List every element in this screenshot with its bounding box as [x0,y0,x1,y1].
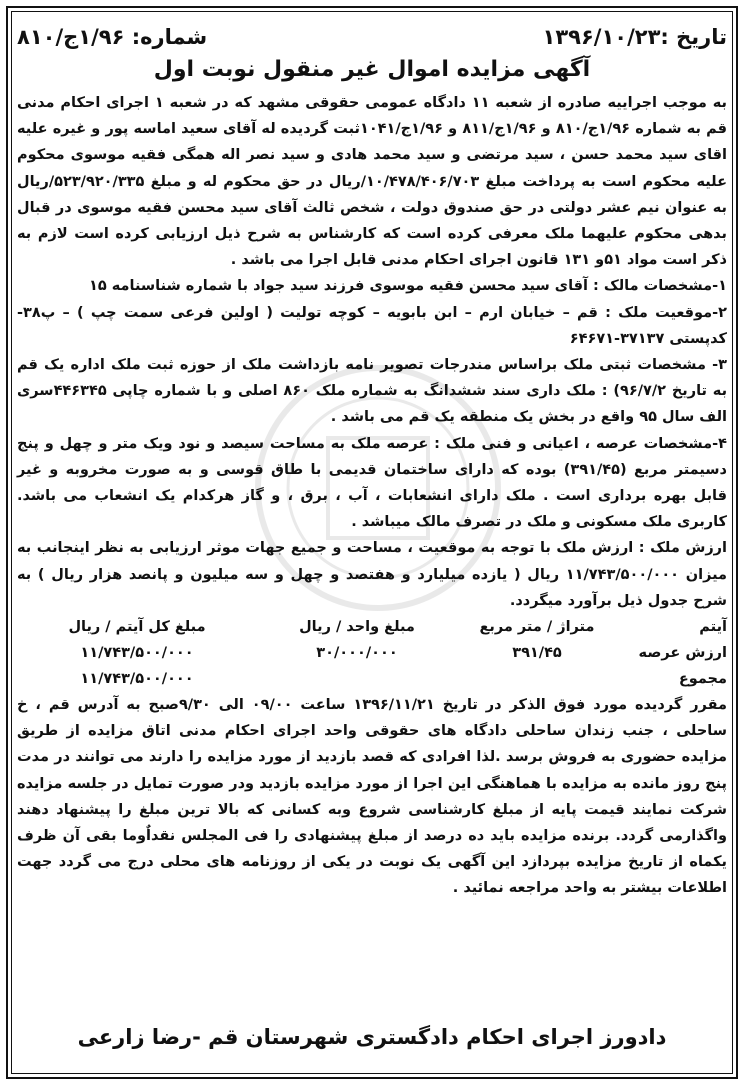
closing-paragraph: مقرر گردیده مورد فوق الذکر در تاریخ ۱۳۹۶/۱۱/۲۱ ساعت ۰۹/۰۰ الی ۹/۳۰صبح به آدرس قم ، خ ساحلی ، جنب زندان ساحلی دادگاه های حقوقی واحد اجرای احکام مدنی اتاق مزایده از طریق مزایده حضوری به فروش برسد .لذا افرادی که قصد بازدید از مورد مزایده را دارند می توانند در مدت پنج روز مانده به مزایده با هماهنگی این اجرا از مورد مزایده بازدید ودر صورت تمایل در جلسه مزایده شرکت نمایند قیمت پایه از مبلغ کارشناسی شروع وبه کسانی که بالا ترین مبلغ را پیشنهاد دهند واگذارمی گردد. برنده مزایده باید ده درصد از مبلغ پیشنهادی را فی المجلس نقداٌوما بقی آن ظرف یکماه از تاریخ مزایده بپردازد این آگهی یک نوبت در یکی از روزنامه های محلی درج می گردد جهت اطلاعات بیشتر به واحد مراجعه نمائید . [17,697,727,897]
table-cell: ۳۰/۰۰۰/۰۰۰ [316,645,398,662]
valuation-paragraph: ارزش ملک : ارزش ملک با توجه به موقعیت ، مساحت و جمیع جهات موثر ارزیابی به نظر اینجانب به میزان ۱۱/۷۴۳/۵۰۰/۰۰۰ ریال ( یازده میلیارد و هفتصد و چهل و سه میلیون و پانصد هزار ریال ) به شرح جدول ذیل برآورد میگردد. [17,540,727,609]
valuation-table [17,614,727,692]
notice-title: آگهی مزایده اموال غیر منقول نوبت اول [153,57,591,82]
location-paragraph: ۲-موقعیت ملک : قم – خیابان ارم – ابن بابویه – کوچه تولیت ( اولین فرعی سمت چپ ) – پ۳۸- کدپستی ۳۷۱۳۷-۶۴۶۷۱ [17,304,727,347]
table-header-row [17,614,727,640]
owner-paragraph: ۱-مشخصات مالک : آقای سید محسن فقیه موسوی فرزند سید جواد با شماره شناسنامه ۱۵ [88,278,727,295]
intro-paragraph: به موجب اجراییه صادره از شعبه ۱۱ دادگاه عمومی حقوقی مشهد که در شعبه ۱ اجرای احکام مدنی قم به شماره ۱/۹۶ج/۸۱۰ و ۱/۹۶ج/۸۱۱ و ۱/۹۶ج/۱۰۴۱ثبت گردیده له آقای سعید اماسه پور و غیره علیه اقای سید محمد حسن ، سید مرتضی و سید محمد هادی و سید نصر اله همگی فقیه موسوی محکوم علیه محکوم است به پرداخت مبلغ ۱۰/۴۷۸/۴۰۶/۷۰۳/ریال در حق محکوم له و مبلغ ۵۲۳/۹۲۰/۳۳۵/ریال به عنوان نیم عشر دولتی در حق صندوق دولت ، شخص ثالث آقای سید محسن فقیه موسوی در قبال بدهی محکوم علیهما ملک معرفی کرده است که کارشناس به شرح ذیل ارزیابی کرده است لازم به ذکر است مواد ۵۱و ۱۳۱ قانون اجرای احکام مدنی قابل اجرا می باشد . [17,95,727,269]
table-header-cell: مبلغ واحد / ریال [299,619,415,636]
header-row [17,22,727,52]
table-cell [257,666,457,692]
table-header-cell: مبلغ کل آیتم / ریال [68,619,206,636]
table-header-cell: متراژ / متر مربع [479,619,595,636]
signature-line: دادورز اجرای احکام دادگستری شهرستان قم -رضا زارعی [77,1025,667,1049]
table-cell: ارزش عرصه [638,645,727,662]
table-header-cell: آیتم [699,619,727,636]
number-text: شماره: ۱/۹۶ج/۸۱۰ [17,25,208,49]
notice-frame [6,6,738,1079]
table-row [17,640,727,666]
table-cell [457,666,617,692]
table-row [17,666,727,692]
date-text: تاریخ :۱۳۹۶/۱۰/۲۳ [542,25,727,49]
notice-content [17,22,727,902]
table-cell: ۱۱/۷۴۳/۵۰۰/۰۰۰ [80,671,194,688]
table-cell: ۱۱/۷۴۳/۵۰۰/۰۰۰ [80,645,194,662]
registration-paragraph: ۳- مشخصات ثبتی ملک براساس مندرجات تصویر نامه بازداشت ملک از حوزه ثبت ملک اداره یک قم به تاریخ ۹۶/۷/۲) : ملک داری سند ششدانگ به شماره ملک ۸۶۰ اصلی و با شماره چاپی ۴۴۶۳۴۵سری الف سال ۹۵ واقع در بخش یک منطقه یک قم می باشد . [17,357,728,426]
specs-paragraph: ۴-مشخصات عرصه ، اعیانی و فنی ملک : عرصه ملک به مساحت سیصد و نود ویک متر و چهل و پنج دسیمتر مربع (۳۹۱/۴۵) بوده که دارای ساختمان قدیمی با طاق قوسی و به صورت مخروبه و غیر قابل بهره برداری است . ملک دارای انشعابات ، آب ، برق ، و گاز هرکدام یک انشعاب می باشد. کاربری ملک مسکونی و ملک در تصرف مالک میباشد . [17,435,727,531]
table-cell: ۳۹۱/۴۵ [512,645,562,662]
table-cell: مجموع [678,671,727,688]
